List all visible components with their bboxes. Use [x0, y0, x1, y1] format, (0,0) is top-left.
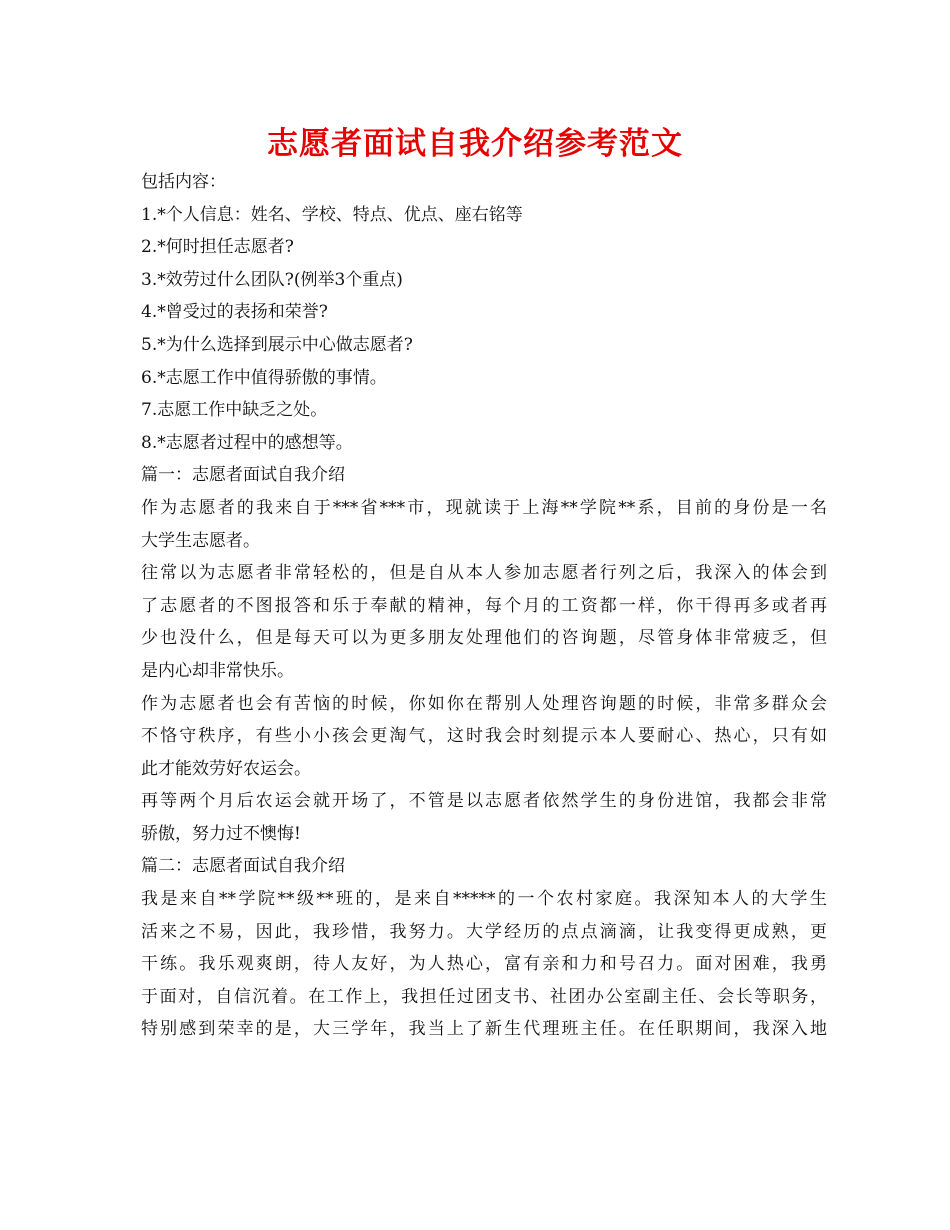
section-heading: 篇一：志愿者面试自我介绍: [141, 465, 345, 486]
paragraph-line: 少也没什么，但是每天可以为更多朋友处理他们的咨询题，尽管身体非常疲乏，但: [141, 628, 827, 649]
paragraph-line: 再等两个月后农运会就开场了，不管是以志愿者依然学生的身份进馆，我都会非常: [141, 791, 827, 812]
paragraph-line: 骄傲，努力过不懊悔!: [141, 823, 301, 844]
list-item: 4.*曾受过的表扬和荣誉?: [141, 302, 328, 323]
paragraph-line: 大学生志愿者。: [141, 530, 260, 551]
paragraph-line: 特别感到荣幸的是，大三学年，我当上了新生代理班主任。在任职期间，我深入地: [141, 1019, 827, 1040]
intro-heading: 包括内容：: [141, 172, 226, 192]
document-body: [141, 166, 827, 1046]
paragraph-line: 不恪守秩序，有些小小孩会更淘气，这时我会时刻提示本人要耐心、热心，只有如: [141, 726, 827, 747]
list-item: 7.志愿工作中缺乏之处。: [141, 400, 328, 421]
paragraph-line: 是内心却非常快乐。: [141, 660, 294, 681]
section-heading: 篇二：志愿者面试自我介绍: [141, 856, 345, 877]
paragraph-line: 作为志愿者的我来自于***省***市，现就读于上海**学院**系，目前的身份是一名: [141, 497, 827, 518]
paragraph-line: 我是来自**学院**级**班的，是来自*****的一个农村家庭。我深知本人的大学生: [141, 889, 827, 910]
list-item: 8.*志愿者过程中的感想等。: [141, 432, 353, 453]
list-item: 6.*志愿工作中值得骄傲的事情。: [141, 367, 387, 388]
list-item: 3.*效劳过什么团队?(例举3个重点): [141, 269, 403, 290]
paragraph-line: 了志愿者的不图报答和乐于奉献的精神，每个月的工资都一样，你干得再多或者再: [141, 595, 827, 616]
paragraph-line: 作为志愿者也会有苦恼的时候，你如你在帮别人处理咨询题的时候，非常多群众会: [141, 693, 827, 714]
list-item: 5.*为什么选择到展示中心做志愿者?: [141, 334, 413, 355]
paragraph-line: 往常以为志愿者非常轻松的，但是自从本人参加志愿者行列之后，我深入的体会到: [141, 563, 827, 584]
paragraph-line: 此才能效劳好农运会。: [141, 758, 311, 779]
paragraph-line: 活来之不易，因此，我珍惜，我努力。大学经历的点点滴滴，让我变得更成熟，更: [141, 921, 827, 942]
list-item: 1.*个人信息：姓名、学校、特点、优点、座右铭等: [141, 204, 523, 225]
document-title: 志愿者面试自我介绍参考范文: [267, 126, 683, 162]
list-item: 2.*何时担任志愿者?: [141, 237, 294, 258]
paragraph-line: 干练。我乐观爽朗，待人友好，为人热心，富有亲和力和号召力。面对困难，我勇: [141, 954, 827, 975]
paragraph-line: 于面对，自信沉着。在工作上，我担任过团支书、社团办公室副主任、会长等职务，: [141, 986, 827, 1007]
